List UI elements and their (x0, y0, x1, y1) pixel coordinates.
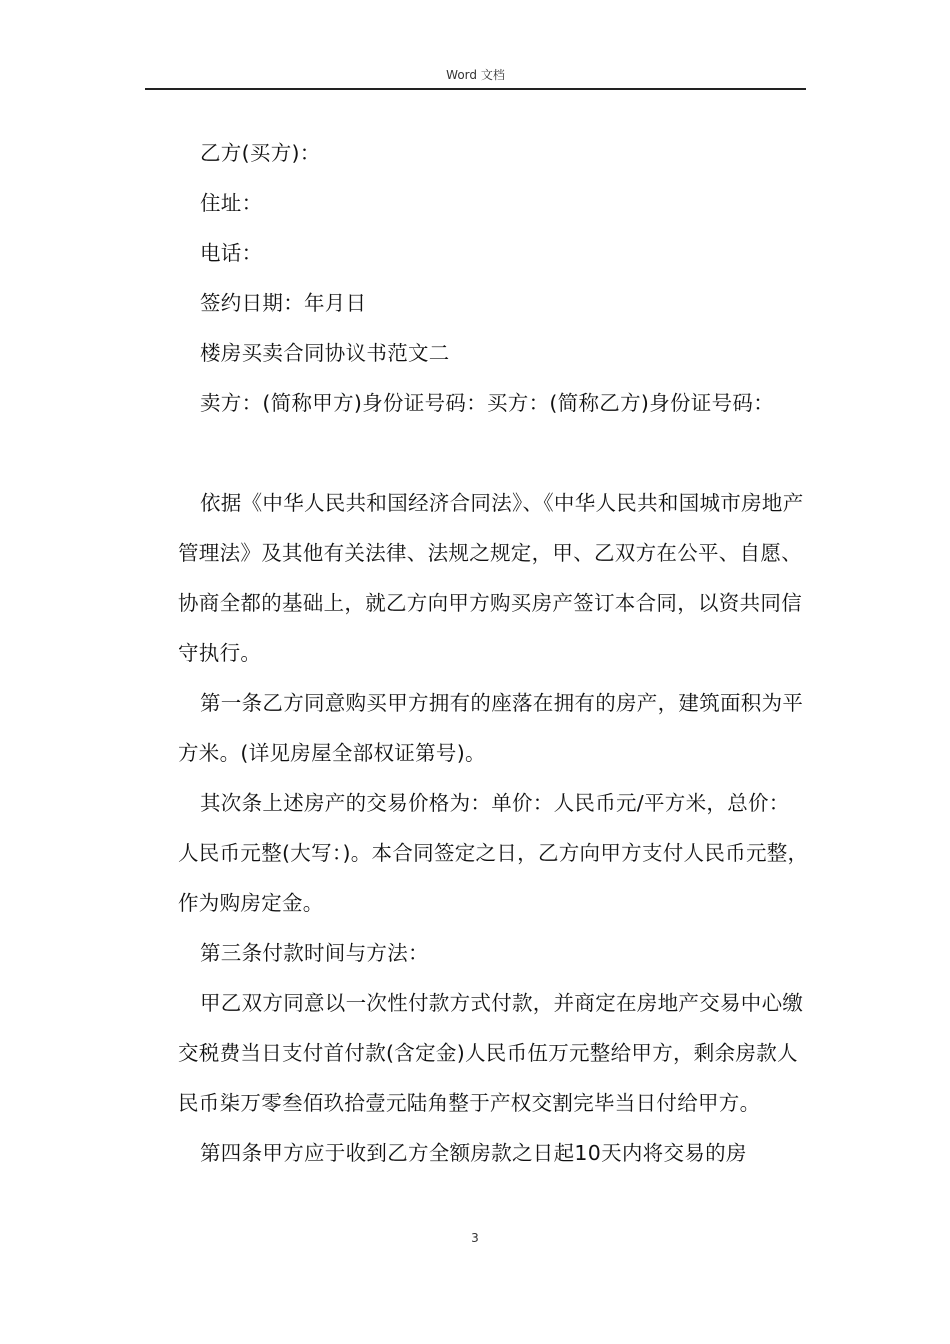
paragraph-article-2: 其次条上述房产的交易价格为：单价：人民币元/平方米，总价：人民币元整(大写：)。本合同签定之日，乙方向甲方支付人民币元整，作为购房定金。 (178, 791, 809, 915)
page-number-text: 3 (471, 1231, 479, 1245)
paragraph-parties: 卖方：(简称甲方)身份证号码：买方：(简称乙方)身份证号码： (200, 391, 774, 415)
paragraph-phone: 电话： (200, 241, 263, 265)
header-title: Word 文档 (446, 68, 505, 82)
page-number (0, 1230, 950, 1246)
paragraph-address: 住址： (200, 191, 263, 215)
page-header (145, 66, 806, 90)
paragraph-sign-date: 签约日期：年月日 (200, 291, 367, 315)
paragraph-article-4: 第四条甲方应于收到乙方全额房款之日起10天内将交易的房 (200, 1141, 747, 1165)
paragraph-buyer: 乙方(买方)： (200, 141, 321, 165)
document-body (178, 128, 810, 1178)
paragraph-article-3-title: 第三条付款时间与方法： (200, 941, 429, 965)
paragraph-article-3-body: 甲乙双方同意以一次性付款方式付款，并商定在房地产交易中心缴交税费当日支付首付款(含定金)人民币伍万元整给甲方，剩余房款人民币柒万零叁佰玖拾壹元陆角整于产权交割完毕当日付给甲方。 (178, 991, 804, 1115)
paragraph-blank (178, 428, 810, 478)
paragraph-legal-basis: 依据《中华人民共和国经济合同法》、《中华人民共和国城市房地产管理法》及其他有关法律、法规之规定，甲、乙双方在公平、自愿、协商全都的基础上，就乙方向甲方购买房产签订本合同，以资共同信守执行。 (178, 491, 804, 665)
paragraph-article-1: 第一条乙方同意购买甲方拥有的座落在拥有的房产，建筑面积为平方米。(详见房屋全部权证第号)。 (178, 691, 804, 765)
paragraph-section-title: 楼房买卖合同协议书范文二 (200, 341, 450, 365)
